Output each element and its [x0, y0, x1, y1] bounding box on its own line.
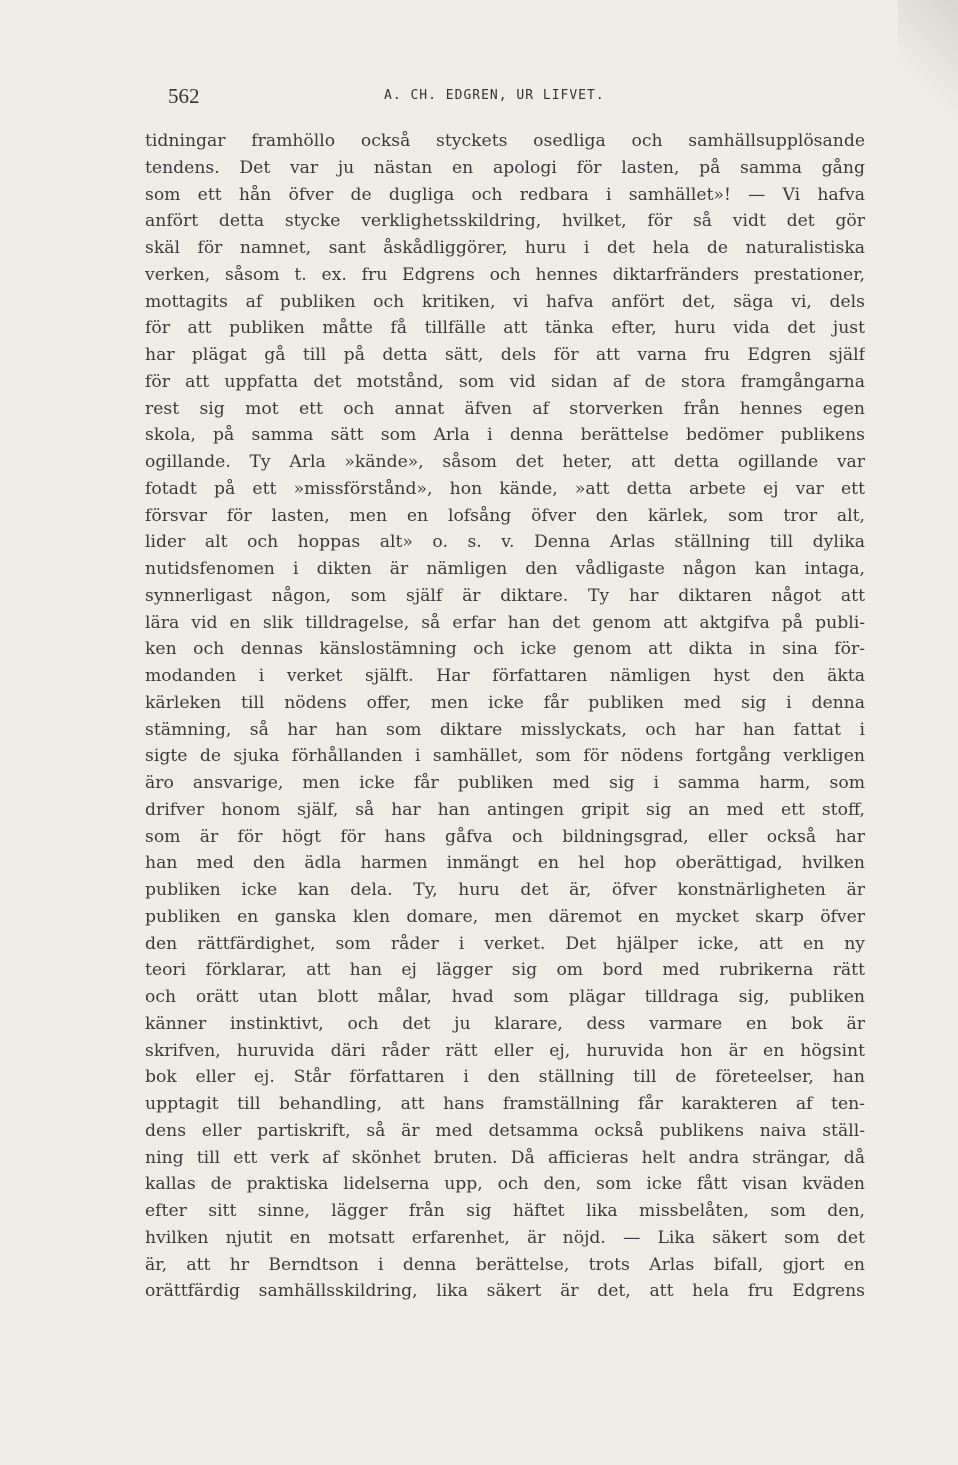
- text-line: drifver honom själf, så har han antingen gripit sig an med ett stoff,: [145, 799, 865, 820]
- text-line: han med den ädla harmen inmängt en hel hop oberättigad, hvilken: [145, 853, 865, 874]
- text-line: kallas de praktiska lidelserna upp, och den, som icke fått visan kväden: [145, 1174, 865, 1195]
- text-line: upptagit till behandling, att hans framställning får karakteren af ten-: [145, 1094, 865, 1114]
- text-line: publiken icke kan dela. Ty, huru det är, öfver konstnärligheten är: [145, 880, 865, 900]
- text-line: och orätt utan blott målar, hvad som plägar tilldraga sig, publiken: [145, 987, 865, 1007]
- text-line: skäl för namnet, sant åskådliggörer, huru i det hela de naturalistiska: [145, 238, 865, 258]
- text-line: ken och dennas känslostämning och icke genom att dikta in sina för-: [145, 639, 865, 660]
- text-line: publiken en ganska klen domare, men däremot en mycket skarp öfver: [145, 906, 865, 927]
- page-number: 562: [168, 84, 200, 108]
- text-line: äro ansvarige, men icke får publiken med sig i samma harm, som: [145, 773, 865, 793]
- text-line: för att uppfatta det motstånd, som vid sidan af de stora framgångarna: [145, 371, 865, 392]
- text-line: som ett hån öfver de dugliga och redbara i samhället»! — Vi hafva: [145, 184, 865, 205]
- text-line: skrifven, huruvida däri råder rätt eller ej, huruvida hon är en högsint: [145, 1040, 865, 1061]
- text-line: kärleken till nödens offer, men icke får publiken med sig i denna: [145, 692, 865, 713]
- text-line: verken, såsom t. ex. fru Edgrens och hennes diktarfränders prestationer,: [145, 264, 865, 285]
- text-line: efter sitt sinne, lägger från sig häftet lika missbelåten, som den,: [145, 1201, 865, 1221]
- text-line: för att publiken måtte få tillfälle att tänka efter, huru vida det just: [145, 318, 865, 339]
- text-line: skola, på samma sätt som Arla i denna berättelse bedömer publikens: [145, 425, 865, 446]
- text-line: nutidsfenomen i dikten är nämligen den vådligaste någon kan intaga,: [145, 559, 865, 579]
- text-line: rest sig mot ett och annat äfven af storverken från hennes egen: [145, 398, 865, 419]
- text-line: orättfärdig samhällsskildring, lika säkert är det, att hela fru Edgrens: [145, 1281, 865, 1302]
- text-line: försvar för lasten, men en lofsång öfver den kärlek, som tror alt,: [145, 505, 865, 526]
- text-line: fotadt på ett »missförstånd», hon kände, »att detta arbete ej var ett: [145, 478, 865, 499]
- running-head: A. CH. EDGREN, UR LIFVET.: [384, 88, 605, 103]
- text-line: känner instinktivt, och det ju klarare, dess varmare en bok är: [145, 1013, 865, 1034]
- text-line: tidningar framhöllo också styckets osedliga och samhällsupplösande: [145, 131, 865, 151]
- text-line: ning till ett verk af skönhet bruten. Då afficieras helt andra strängar, då: [145, 1147, 865, 1168]
- text-line: har plägat gå till på detta sätt, dels för att varna fru Edgren själf: [145, 345, 865, 365]
- text-line: sigte de sjuka förhållanden i samhället, som för nödens fortgång verkligen: [145, 746, 865, 767]
- text-line: hvilken njutit en motsatt erfarenhet, är nöjd. — Lika säkert som det: [145, 1227, 865, 1248]
- text-line: stämning, så har han som diktare misslyckats, och har han fattat i: [145, 719, 865, 740]
- text-line: lära vid en slik tilldragelse, så erfar han det genom att aktgifva på publi-: [145, 612, 865, 633]
- text-line: mottagits af publiken och kritiken, vi hafva anfört det, säga vi, dels: [145, 291, 865, 312]
- page-header: [168, 84, 868, 110]
- text-line: ogillande. Ty Arla »kände», såsom det heter, att detta ogillande var: [145, 452, 865, 472]
- text-line: den rättfärdighet, som råder i verket. Det hjälper icke, att en ny: [145, 933, 865, 954]
- text-line: tendens. Det var ju nästan en apologi för lasten, på samma gång: [145, 157, 865, 178]
- page-corner-shadow: [898, 0, 958, 120]
- text-line: är, att hr Berndtson i denna berättelse, trots Arlas bifall, gjort en: [145, 1254, 865, 1275]
- body-text: [145, 128, 865, 1305]
- text-line: synnerligast någon, som själf är diktare. Ty har diktaren något att: [145, 585, 865, 606]
- text-line: dens eller partiskrift, så är med detsamma också publikens naiva ställ-: [145, 1120, 865, 1141]
- text-line: modanden i verket själft. Har författaren nämligen hyst den äkta: [145, 666, 865, 686]
- text-line: lider alt och hoppas alt» o. s. v. Denna Arlas ställning till dylika: [145, 532, 865, 553]
- text-line: anfört detta stycke verklighetsskildring, hvilket, för så vidt det gör: [145, 211, 865, 232]
- text-line: teori förklarar, att han ej lägger sig om bord med rubrikerna rätt: [145, 960, 865, 981]
- text-line: bok eller ej. Står författaren i den ställning till de företeelser, han: [145, 1067, 865, 1088]
- text-line: som är för högt för hans gåfva och bildningsgrad, eller också har: [145, 826, 865, 847]
